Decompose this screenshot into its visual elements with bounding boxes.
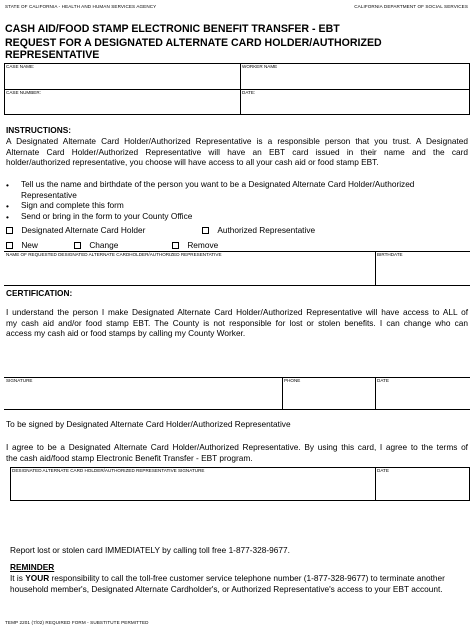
to-be-signed-note: To be signed by Designated Alternate Card Holder/Authorized Representative — [6, 419, 291, 429]
sig-date-label: DATE — [377, 378, 389, 383]
option-change[interactable] — [74, 240, 118, 251]
bullet-item-sign: Sign and complete this form — [21, 200, 124, 210]
name-row-bottom-border — [4, 285, 470, 286]
date-field[interactable] — [240, 89, 470, 115]
rep-date-field[interactable] — [375, 467, 470, 501]
checkbox-new[interactable] — [6, 242, 13, 249]
report-lost-card-note: Report lost or stolen card IMMEDIATELY by calling toll free 1-877-328-9677. — [10, 545, 290, 555]
rep-date-label: DATE — [377, 468, 389, 473]
reminder-line1-pre: It is — [10, 573, 26, 583]
instructions-line1: A Designated Alternate Card Holder/Authorized Representative is a responsible person that you trust. A Designated — [6, 136, 468, 146]
option-authorized-label: Authorized Representative — [217, 225, 316, 235]
instructions-line3: holder/authorized representative, you choose will have access to all your cash aid or food stamp EBT. — [6, 157, 379, 167]
rep-signature-label: DESIGNATED ALTERNATE CARD HOLDER/AUTHORIZED REPRESENTATIVE SIGNATURE — [12, 468, 205, 473]
bullet-dot: • — [6, 180, 9, 190]
reminder-heading: REMINDER — [10, 562, 55, 572]
reminder-line1 — [10, 573, 445, 584]
agency-header-left: STATE OF CALIFORNIA - HEALTH AND HUMAN SERVICES AGENCY — [5, 4, 157, 9]
certification-line1: I understand the person I make Designated Alternate Card Holder/Authorized Representative will have access to ALL of — [6, 307, 468, 317]
bullet-dot: • — [6, 211, 9, 222]
checkbox-authorized[interactable] — [202, 227, 209, 234]
signature-field[interactable] — [4, 377, 282, 409]
option-authorized[interactable] — [202, 225, 315, 236]
date-label: DATE: — [242, 90, 256, 95]
rep-signature-field[interactable] — [10, 467, 375, 501]
agree-line1: I agree to be a Designated Alternate Card Holder/Authorized Representative. By using this card, I agree to the terms of — [6, 442, 468, 452]
phone-label: PHONE — [284, 378, 301, 383]
bullet-dot: • — [6, 201, 9, 211]
birthdate-field[interactable] — [375, 251, 470, 285]
option-remove[interactable] — [172, 240, 218, 251]
bullet-item-name-cont: Representative — [21, 189, 77, 200]
certification-heading: CERTIFICATION: — [6, 288, 73, 298]
instructions-line2: Alternate Card Holder/Authorized Representative will have an EBT card issued in their name and the card — [6, 146, 468, 157]
case-name-field[interactable] — [4, 63, 240, 89]
form-title-line2: REQUEST FOR A DESIGNATED ALTERNATE CARD HOLDER/AUTHORIZED REPRESENTATIVE — [5, 37, 382, 61]
signature-label: SIGNATURE — [6, 378, 33, 383]
option-designated-label: Designated Alternate Card Holder — [21, 225, 146, 235]
agency-header-right: CALIFORNIA DEPARTMENT OF SOCIAL SERVICES — [354, 4, 468, 9]
case-number-field[interactable] — [4, 89, 240, 115]
case-number-label: CASE NUMBER: — [6, 90, 41, 95]
worker-name-label: WORKER NAME — [242, 64, 278, 69]
sig-row-bottom-border — [4, 409, 470, 410]
requested-name-field[interactable] — [4, 251, 375, 285]
checkbox-change[interactable] — [74, 242, 81, 249]
birthdate-label: BIRTHDATE — [377, 252, 403, 257]
worker-name-field[interactable] — [240, 63, 470, 89]
case-name-label: CASE NAME: — [6, 64, 35, 69]
form-title-line1: CASH AID/FOOD STAMP ELECTRONIC BENEFIT TRANSFER - EBT — [5, 23, 340, 35]
bullet-item-send: Send or bring in the form to your County Office — [21, 210, 193, 221]
checkbox-designated[interactable] — [6, 227, 13, 234]
option-change-label: Change — [89, 240, 119, 250]
phone-field[interactable] — [282, 377, 375, 409]
requested-name-label: NAME OF REQUESTED DESIGNATED ALTERNATE CARDHOLDER/AUTHORIZED REPRESENTATIVE — [6, 252, 222, 257]
reminder-line2: household member's, Designated Alternate Cardholder's, or Authorized Representative's access to your EBT account. — [10, 583, 443, 594]
bullet-item-name: Tell us the name and birthdate of the person you want to be a Designated Alternate Card Holder/Authorized — [21, 179, 415, 189]
form-footer: TEMP 2201 (7/02) REQUIRED FORM - SUBSTITUTE PERMITTED — [5, 620, 149, 625]
certification-line2: my cash aid and/or food stamp EBT. The County is not responsible for lost or stolen benefits. I can change who can — [6, 317, 468, 328]
instructions-heading: INSTRUCTIONS: — [6, 125, 71, 135]
option-remove-label: Remove — [187, 240, 219, 250]
option-new-label: New — [21, 240, 38, 250]
option-new[interactable] — [6, 240, 38, 251]
certification-line3: access my cash aid or food stamps by calling my County Worker. — [6, 328, 246, 338]
option-designated[interactable] — [6, 225, 145, 236]
sig-date-field[interactable] — [375, 377, 470, 409]
reminder-line1-bold: YOUR — [25, 573, 50, 583]
reminder-line1-post: responsibility to call the toll-free customer service telephone number (1-877-328-9677) to terminate another — [49, 573, 445, 583]
checkbox-remove[interactable] — [172, 242, 179, 249]
agree-line2: the cash aid/food stamp Electronic Benefit Transfer - EBT program. — [6, 452, 253, 463]
